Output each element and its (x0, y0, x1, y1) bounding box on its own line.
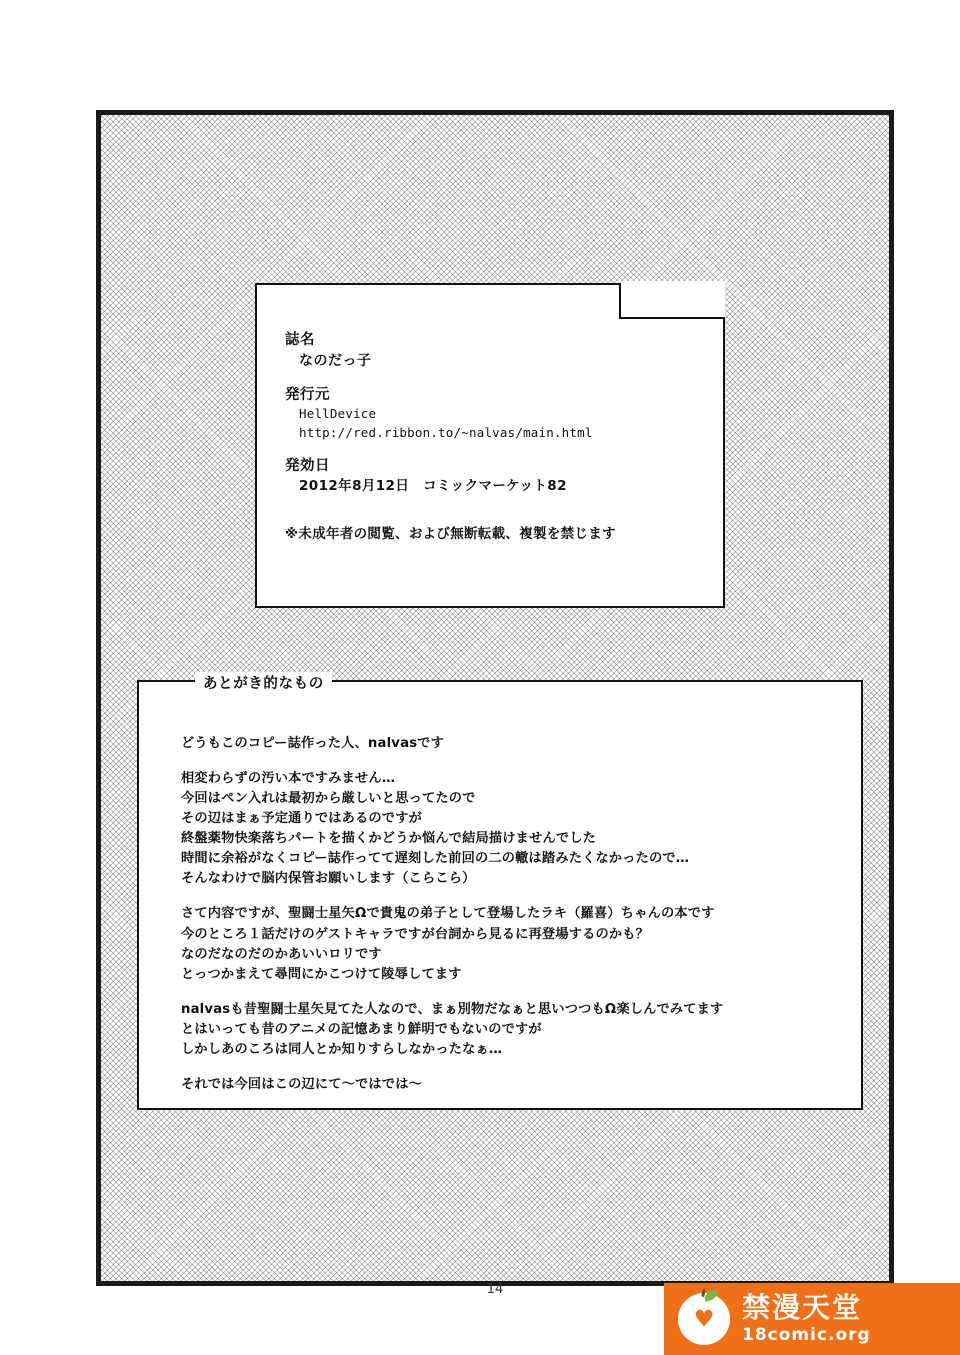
afterword-paragraph: 今のところ１話だけのゲストキャラですが台詞から見るに再登場するのかも？ (181, 926, 650, 942)
watermark-subtitle: 18comic.org (742, 1324, 871, 1345)
afterword-paragraph: なのだなのだのかあいいロリです (181, 946, 382, 962)
afterword-paragraph: 終盤薬物快楽落ちパートを描くかどうか悩んで結局描けませんでした (181, 831, 597, 847)
afterword-paragraph: 相変わらずの汚い本ですみません… (181, 771, 396, 787)
colophon-notch (619, 283, 725, 319)
page-number: 14 (486, 1282, 504, 1297)
colophon-box (255, 283, 725, 608)
afterword-paragraph: さて内容ですが、聖闘士星矢Ωで貴鬼の弟子として登場したラキ（羅喜）ちゃんの本です (181, 906, 715, 922)
watermark-title: 禁漫天堂 (742, 1291, 863, 1325)
field-date (285, 457, 705, 497)
field-publisher (285, 386, 705, 443)
afterword-paragraph: とはいっても昔のアニメの記憶あまり鮮明でもないのですが (181, 1021, 542, 1037)
orange-heart-icon (678, 1293, 730, 1345)
afterword-box (137, 676, 863, 1110)
afterword-paragraph: とっつかまえて尋問にかこつけて陵辱してます (181, 966, 462, 982)
afterword-paragraph: nalvasも昔聖闘士星矢見てた人なので、まぁ別物だなぁと思いつつもΩ楽しんでみてます (181, 1001, 724, 1017)
afterword-paragraph: そんなわけで脳内保管お願いします（こらこら） (181, 871, 476, 887)
afterword-paragraph: その辺はまぁ予定通りではあるのですが (181, 811, 422, 827)
afterword-paragraph: 時間に余裕がなくコピー誌作ってて遅刻した前回の二の轍は踏みたくなかったので… (181, 851, 690, 867)
afterword-body (181, 734, 837, 1095)
legal-notice: ※未成年者の閲覧、および無断転載、複製を禁じます (285, 526, 616, 543)
site-watermark (664, 1283, 960, 1355)
field-date-label: 発効日 (285, 457, 330, 474)
afterword-paragraph: それでは今回はこの辺にて～ではでは～ (181, 1076, 422, 1092)
afterword-title: あとがき的なもの (195, 672, 332, 693)
afterword-paragraph: どうもこのコピー誌作った人、nalvasです (181, 736, 445, 751)
comic-page (96, 110, 894, 1297)
heart-glyph: ♥ (693, 1306, 715, 1333)
field-title-label: 誌名 (285, 332, 315, 348)
field-publisher-url: http://red.ribbon.to/~nalvas/main.html (299, 424, 593, 440)
field-title (285, 331, 705, 372)
afterword-paragraph: 今回はペン入れは最初から厳しいと思ってたので (181, 791, 476, 807)
afterword-paragraph: しかしあのころは同人とか知りすらしなかったなぁ… (181, 1041, 503, 1057)
field-publisher-label: 発行元 (285, 386, 330, 403)
field-publisher-value: HellDevice (299, 406, 377, 422)
field-date-value: 2012年8月12日 コミックマーケット82 (299, 478, 567, 495)
field-title-value: なのだっ子 (299, 352, 372, 369)
